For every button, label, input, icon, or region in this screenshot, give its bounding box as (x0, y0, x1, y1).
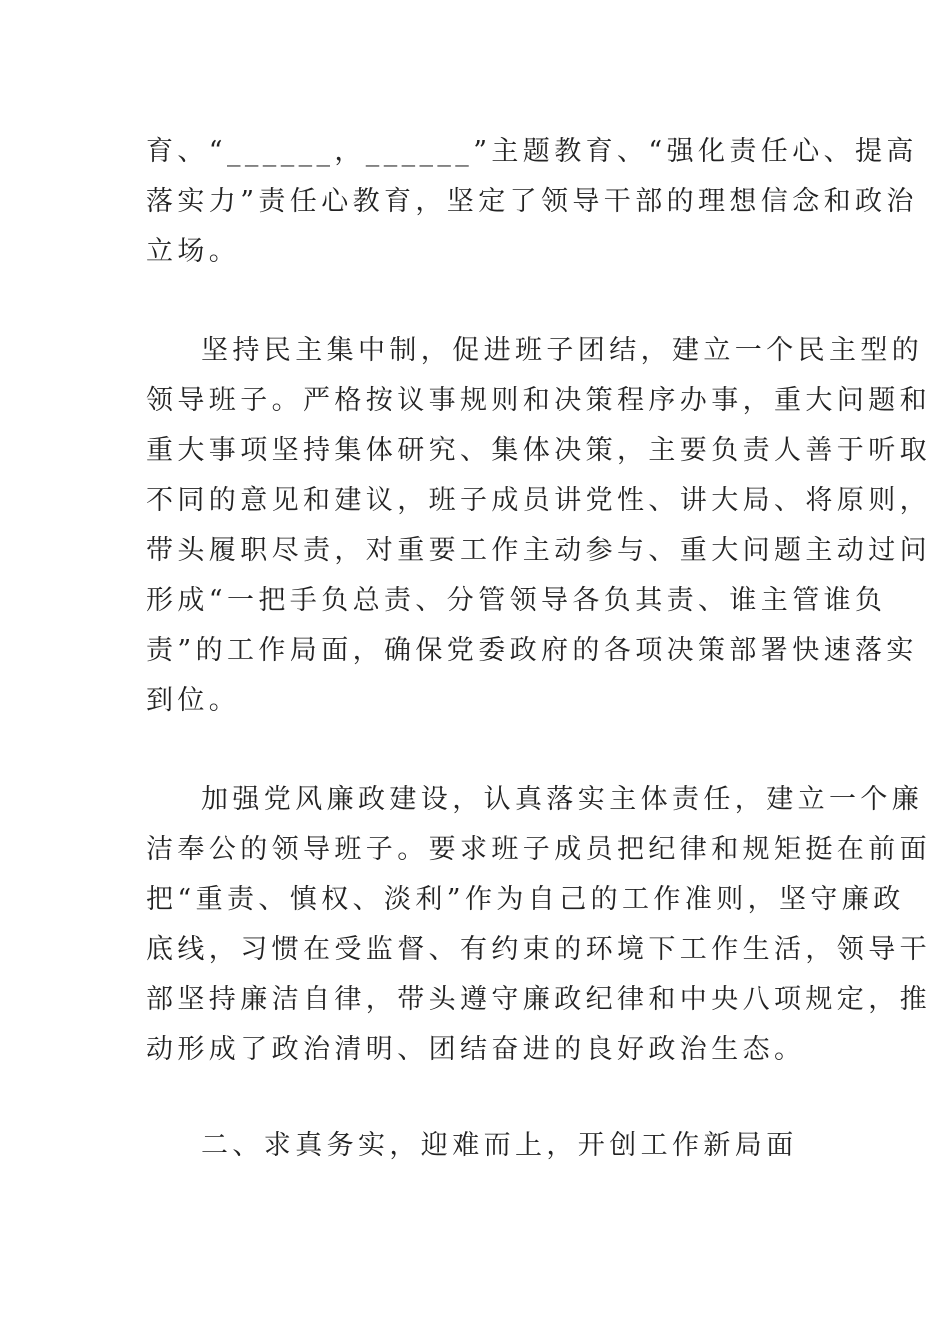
text-line: 落实力”责任心教育，坚定了领导干部的理想信念和政治 (146, 186, 918, 217)
text-line: 到位。 (146, 685, 241, 716)
text-line: 不同的意见和建议，班子成员讲党性、讲大局、将原则， (146, 485, 931, 516)
paragraph-2 (146, 326, 931, 726)
text-line: 重大事项坚持集体研究、集体决策，主要负责人善于听取 (146, 435, 931, 466)
text-line: 形成“一把手负总责、分管领导各负其责、谁主管谁负 (146, 585, 887, 616)
text-line: 底线，习惯在受监督、有约束的环境下工作生活，领导干 (146, 934, 931, 965)
paragraph-1 (146, 127, 918, 277)
section-heading: 二、求真务实，迎难而上，开创工作新局面 (201, 1130, 798, 1161)
text-line: 领导班子。严格按议事规则和决策程序办事，重大问题和 (146, 385, 931, 416)
text-line: 带头履职尽责，对重要工作主动参与、重大问题主动过问 (146, 535, 931, 566)
section-heading-block (146, 1121, 806, 1171)
text-line: 坚持民主集中制，促进班子团结，建立一个民主型的 (201, 335, 924, 366)
text-line: 立场。 (146, 236, 241, 267)
text-line: 加强党风廉政建设，认真落实主体责任，建立一个廉 (201, 784, 924, 815)
text-line: 育、“______，______”主题教育、“强化责任心、提高 (146, 136, 918, 167)
text-line: 把“重责、慎权、淡利”作为自己的工作准则，坚守廉政 (146, 884, 905, 915)
text-line: 洁奉公的领导班子。要求班子成员把纪律和规矩挺在前面 (146, 834, 931, 865)
text-line: 责”的工作局面，确保党委政府的各项决策部署快速落实 (146, 635, 918, 666)
text-line: 部坚持廉洁自律，带头遵守廉政纪律和中央八项规定，推 (146, 984, 931, 1015)
paragraph-3 (146, 775, 931, 1075)
text-line: 动形成了政治清明、团结奋进的良好政治生态。 (146, 1034, 806, 1065)
